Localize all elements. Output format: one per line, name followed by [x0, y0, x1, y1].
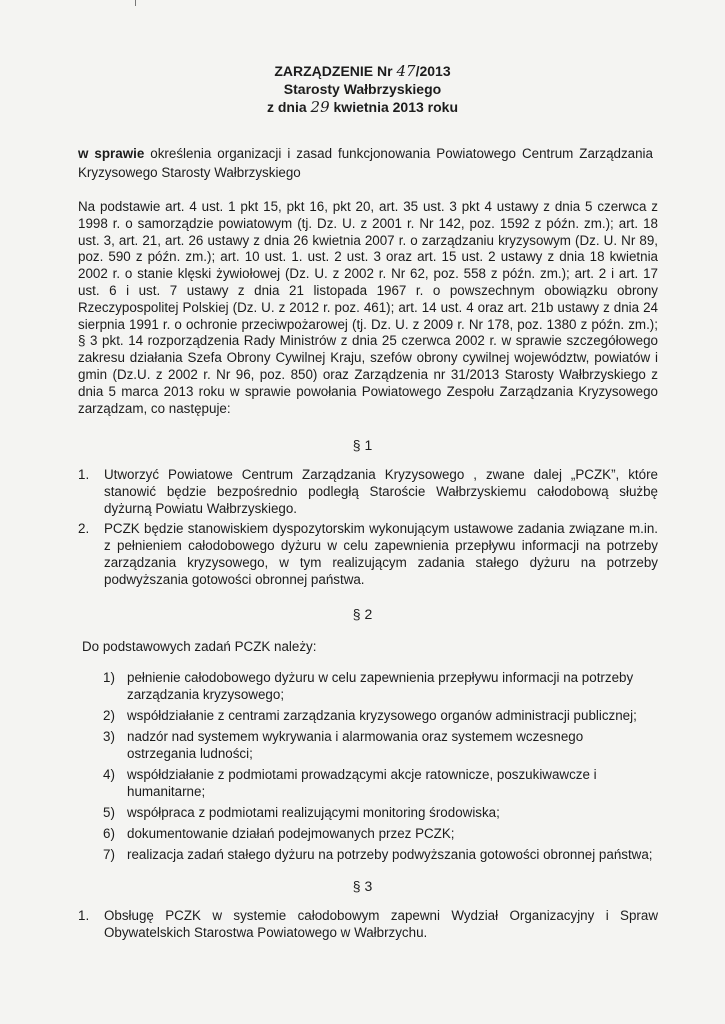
section-2-task-item-number: 5): [103, 805, 115, 820]
title-line: [0, 62, 725, 80]
title-prefix: ZARZĄDZENIE Nr: [274, 63, 393, 79]
section-1-list: [78, 466, 658, 591]
date-line: [0, 98, 725, 116]
section-1-item-text: PCZK będzie stanowiskiem dyspozytorskim wykonującym ustawowe zadania związane m.in. z pełnieniem całodobowego dyżuru w celu zapewnienia przepływu informacji na potrzeby zarządzania kryzysowego, w tym realizującym zadania stałego dyżuru na potrzeby podwyższania gotowości obronnej państwa.: [104, 521, 658, 587]
section-2-task-item: [103, 728, 655, 762]
section-3-list: [78, 907, 658, 944]
section-2-task-item: [103, 825, 655, 842]
section-2-task-item: [103, 804, 655, 821]
handwritten-day: 29: [310, 98, 330, 116]
section-2-task-list: [103, 669, 655, 867]
section-1-item-number: 1.: [78, 467, 90, 482]
section-2-task-item: [103, 846, 655, 863]
date-suffix: kwietnia 2013 roku: [333, 99, 459, 115]
scan-edge-mark: [135, 0, 136, 6]
section-3-item-number: 1.: [78, 908, 90, 923]
date-prefix: z dnia: [266, 99, 307, 115]
subject-lead: w sprawie: [78, 146, 145, 161]
section-2-task-item: [103, 669, 655, 703]
legal-basis-paragraph: Na podstawie art. 4 ust. 1 pkt 15, pkt 16, pkt 20, art. 35 ust. 3 pkt 4 ustawy z dnia 5 czerwca z 1998 r. o samorządzie powiatowym (tj. Dz. U. z 2001 r. Nr 142, poz. 1592 z późn. zm.); art. 18 ust. 3, art. 21, art. 26 ustawy z dnia 26 kwietnia 2007 r. o zarządzaniu kryzysowym (Dz. U. Nr 89, poz. 590 z późn. zm.); art. 10 ust. 1. ust. 2 ust. 3 oraz art. 15 ust. 2 ustawy z dnia 18 kwietnia 2002 r. o stanie klęski żywiołowej (Dz. U. z 2002 r. Nr 62, poz. 558 z późn. zm.); art. 2 i art. 17 ust. 6 i ust. 7 ustawy z dnia 21 listopada 1967 r. o powszechnym obowiązku obrony Rzeczypospolitej Polskiej (Dz. U. z 2012 r. poz. 461); art. 14 ust. 4 oraz art. 21b ustawy z dnia 24 sierpnia 1991 r. o ochronie przeciwpożarowej (tj. Dz. U. z 2009 r. Nr 178, poz. 1380 z późn. zm.); § 3 pkt. 14 rozporządzenia Rady Ministrów z dnia 25 czerwca 2002 r. w sprawie szczegółowego zakresu działania Szefa Obrony Cywilnej Kraju, szefów obrony cywilnej województw, powiatów i gmin (Dz.U. z 2002 r. Nr 96, poz. 850) oraz Zarządzenia nr 31/2013 Starosty Wałbrzyskiego z dnia 5 marca 2013 roku w sprawie powołania Powiatowego Zespołu Zarządzania Kryzysowego zarządzam, co następuje:: [78, 199, 658, 416]
section-1-item: [78, 520, 658, 588]
section-2-intro: Do podstawowych zadań PCZK należy:: [82, 639, 317, 654]
section-2-task-item-number: 4): [103, 767, 115, 782]
section-2-task-item-text: współpraca z podmiotami realizującymi monitoring środowiska;: [127, 805, 500, 820]
section-2-task-item-number: 7): [103, 847, 115, 862]
section-1-heading: § 1: [352, 437, 373, 453]
issuer-line: Starosty Wałbrzyskiego: [283, 81, 442, 97]
title-year: /2013: [415, 63, 451, 79]
section-2-task-item: [103, 707, 655, 724]
section-3-item: [78, 907, 658, 941]
section-2-task-item-text: współdziałanie z centrami zarządzania kryzysowego organów administracji publicznej;: [127, 708, 637, 723]
document-header: [0, 62, 725, 116]
section-1-item-number: 2.: [78, 521, 90, 536]
section-2-task-item-number: 6): [103, 826, 115, 841]
subject-paragraph: [78, 144, 653, 182]
section-2-task-item-text: realizacja zadań stałego dyżuru na potrzeby podwyższania gotowości obronnej państwa;: [127, 847, 653, 862]
handwritten-number: 47: [396, 62, 416, 80]
subject-text: określenia organizacji i zasad funkcjonowania Powiatowego Centrum Zarządzania Kryzysowego Starosty Wałbrzyskiego: [78, 146, 653, 180]
section-2-task-item-text: pełnienie całodobowego dyżuru w celu zapewnienia przepływu informacji na potrzeby zarządzania kryzysowego;: [127, 670, 634, 702]
section-2-task-item-text: nadzór nad systemem wykrywania i alarmowania oraz systemem wczesnego ostrzegania ludności;: [127, 729, 584, 761]
section-2-heading: § 2: [352, 606, 373, 622]
section-2-task-item-number: 3): [103, 729, 115, 744]
section-2-task-item-number: 2): [103, 708, 115, 723]
section-3-heading: § 3: [352, 878, 373, 894]
section-2-task-item-text: współdziałanie z podmiotami prowadzącymi akcje ratownicze, poszukiwawcze i humanitarne;: [127, 767, 597, 799]
section-1-item: [78, 466, 658, 517]
section-3-item-text: Obsługę PCZK w systemie całodobowym zapewni Wydział Organizacyjny i Spraw Obywatelskich Starostwa Powiatowego w Wałbrzychu.: [104, 908, 658, 940]
section-1-item-text: Utworzyć Powiatowe Centrum Zarządzania Kryzysowego , zwane dalej „PCZK”, które stanowić będzie bezpośrednio podległą Staroście Wałbrzyskiemu całodobową służbę dyżurną Powiatu Wałbrzyskiego.: [104, 467, 658, 516]
section-2-task-item-number: 1): [103, 670, 115, 685]
section-2-task-item: [103, 766, 655, 800]
section-2-task-item-text: dokumentowanie działań podejmowanych przez PCZK;: [127, 826, 455, 841]
